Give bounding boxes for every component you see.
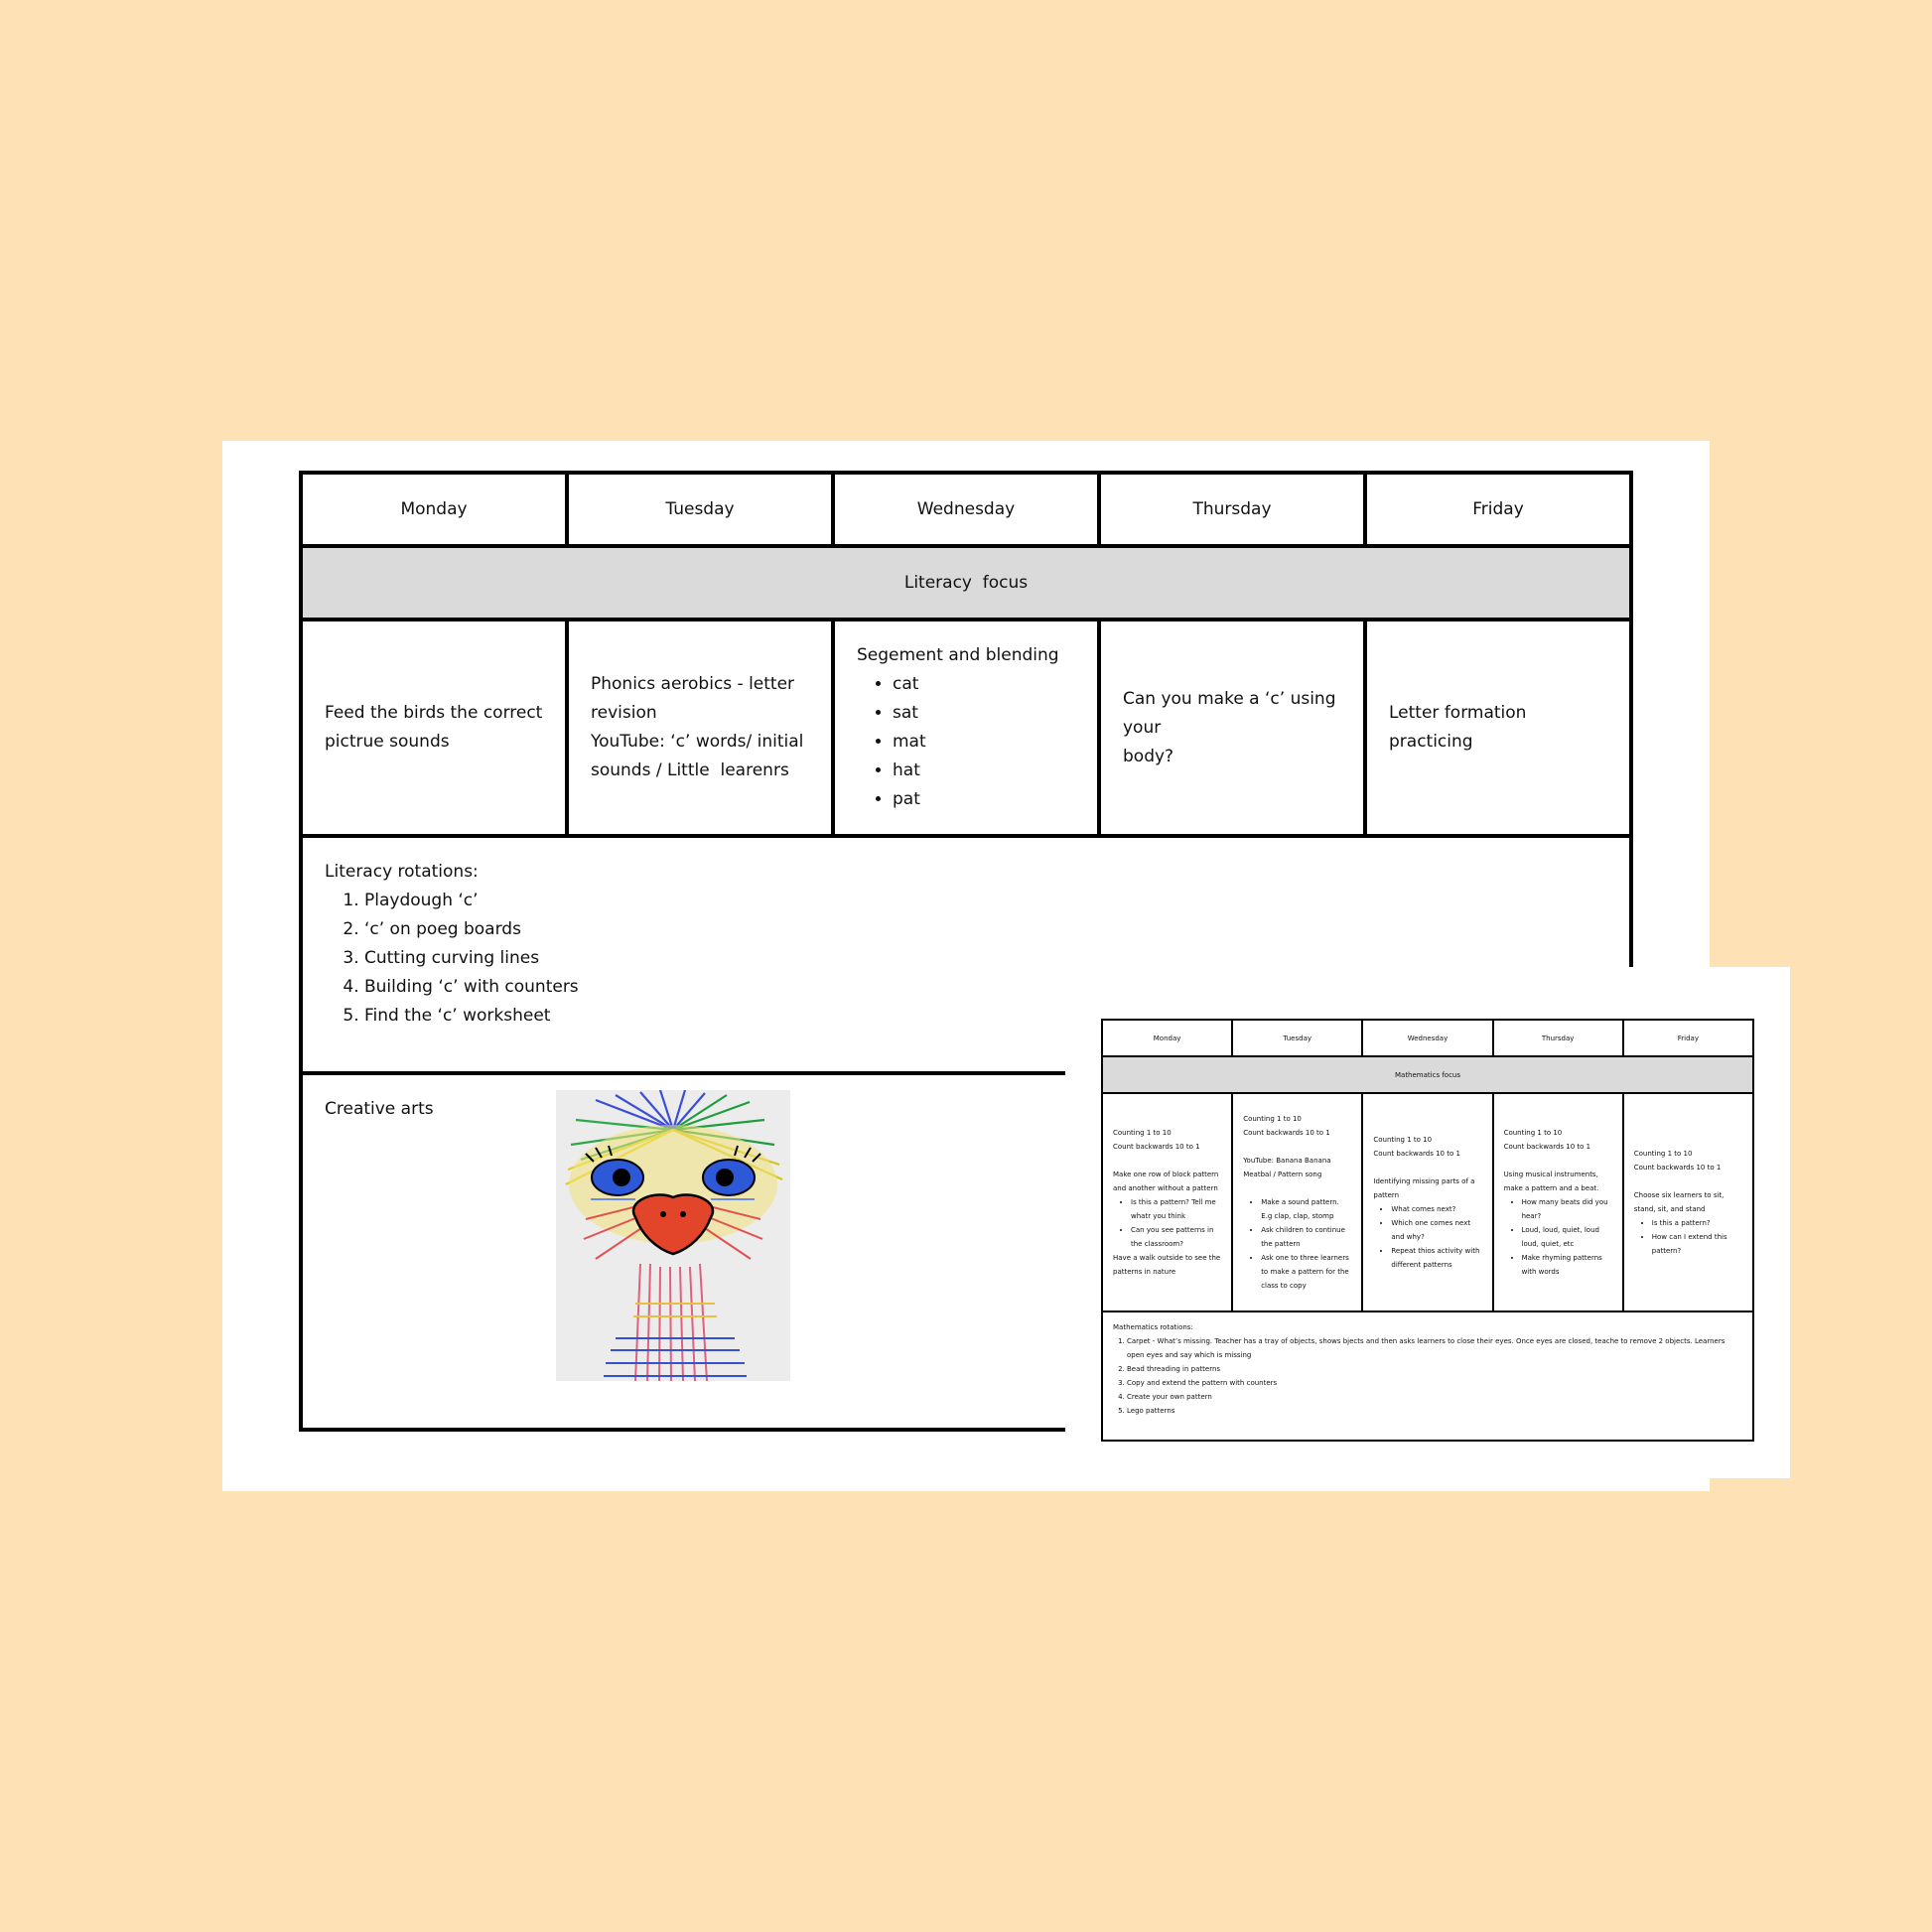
tuesday-line: YouTube: ‘c’ words/ initial xyxy=(591,732,804,752)
mathematics-sheet xyxy=(1065,967,1790,1478)
list-item: 3. Copy and extend the pattern with counters xyxy=(1127,1376,1742,1390)
mathematics-focus-title: Mathematics focus xyxy=(1102,1056,1753,1093)
list-item: • mat xyxy=(893,728,1075,757)
list-item: 2. ‘c’ on poeg boards xyxy=(364,915,1607,944)
monday-line: pictrue sounds xyxy=(325,732,450,752)
wednesday-activity xyxy=(833,620,1099,836)
day-wednesday: Wednesday xyxy=(1362,1020,1492,1056)
line: Counting 1 to 10 xyxy=(1503,1129,1563,1137)
rotations-title: Mathematics rotations: xyxy=(1113,1323,1193,1331)
line: Identifying missing parts of a pattern xyxy=(1373,1177,1475,1199)
bullet-list xyxy=(1243,1195,1351,1293)
monday-line: Feed the birds the correct xyxy=(325,703,543,723)
list-item: • Is this a pattern? xyxy=(1652,1216,1742,1230)
line: Count backwards 10 to 1 xyxy=(1243,1129,1330,1137)
list-item: 5. Find the ‘c’ worksheet xyxy=(364,1002,1607,1031)
friday-activity xyxy=(1623,1093,1753,1311)
activity-row xyxy=(1102,1093,1753,1311)
line: Count backwards 10 to 1 xyxy=(1633,1164,1722,1172)
tuesday-activity xyxy=(567,620,833,836)
rotations-title: Literacy rotations: xyxy=(325,862,479,882)
thursday-line: Can you make a ‘c’ using your xyxy=(1123,688,1336,738)
list-item: • Make a sound pattern. E.g clap, clap, stomp xyxy=(1261,1195,1351,1223)
day-monday: Monday xyxy=(1102,1020,1232,1056)
line: Choose six learners to sit, stand, sit, and stand xyxy=(1633,1191,1725,1213)
activity-row xyxy=(301,620,1631,836)
thursday-activity xyxy=(1493,1093,1623,1311)
list-item: • Repeat thios activity with different patterns xyxy=(1391,1244,1481,1272)
rotations-row xyxy=(1102,1311,1753,1441)
day-thursday: Thursday xyxy=(1493,1020,1623,1056)
list-item: 4. Building ‘c’ with counters xyxy=(364,973,1607,1002)
list-item: • Ask children to continue the pattern xyxy=(1261,1223,1351,1251)
list-item: 3. Cutting curving lines xyxy=(364,944,1607,973)
focus-row xyxy=(1102,1056,1753,1093)
line: Count backwards 10 to 1 xyxy=(1503,1143,1591,1151)
list-item: • Loud, loud, quiet, loud loud, quiet, etc xyxy=(1522,1223,1612,1251)
wednesday-activity xyxy=(1362,1093,1492,1311)
thursday-line: body? xyxy=(1123,746,1174,766)
tuesday-line: revision xyxy=(591,703,657,723)
list-item: • pat xyxy=(893,785,1075,814)
list-item: • How many beats did you hear? xyxy=(1522,1195,1612,1223)
bullet-list xyxy=(1634,1216,1742,1258)
day-friday: Friday xyxy=(1365,473,1631,546)
list-item: • Is this a pattern? Tell me whatr you think xyxy=(1131,1195,1221,1223)
line: Count backwards 10 to 1 xyxy=(1373,1150,1460,1158)
day-tuesday: Tuesday xyxy=(567,473,833,546)
mathematics-table xyxy=(1101,1019,1754,1442)
list-item: • Can you see patterns in the classroom? xyxy=(1131,1223,1221,1251)
line: Counting 1 to 10 xyxy=(1633,1150,1693,1158)
list-item: 5. Lego patterns xyxy=(1127,1404,1742,1418)
line: Counting 1 to 10 xyxy=(1373,1136,1433,1144)
word-list xyxy=(857,670,1075,814)
list-item: • hat xyxy=(893,757,1075,785)
list-item: 4. Create your own pattern xyxy=(1127,1390,1742,1404)
line: Counting 1 to 10 xyxy=(1243,1115,1302,1123)
monday-activity xyxy=(1102,1093,1232,1311)
list-item: 1. Playdough ‘c’ xyxy=(364,887,1607,915)
line: Have a walk outside to see the patterns in nature xyxy=(1113,1254,1221,1276)
line: Make one row of block pattern and another without a pattern xyxy=(1113,1171,1219,1192)
rotations-list xyxy=(1113,1334,1742,1418)
list-item: • Ask one to three learners to make a pattern for the class to copy xyxy=(1261,1251,1351,1293)
bullet-list xyxy=(1113,1195,1221,1251)
list-item: • Make rhyming patterns with words xyxy=(1522,1251,1612,1279)
list-item: • Which one comes next and why? xyxy=(1391,1216,1481,1244)
line: YouTube: Banana Banana Meatbal / Pattern song xyxy=(1243,1157,1331,1178)
thursday-activity xyxy=(1099,620,1365,836)
list-item: • How can I extend this pattern? xyxy=(1652,1230,1742,1258)
creative-arts-label: Creative arts xyxy=(325,1099,434,1119)
list-item: 2. Bead threading in patterns xyxy=(1127,1362,1742,1376)
bullet-list xyxy=(1373,1202,1481,1272)
day-tuesday: Tuesday xyxy=(1232,1020,1362,1056)
line: Count backwards 10 to 1 xyxy=(1113,1143,1200,1151)
monday-activity xyxy=(301,620,567,836)
day-header-row xyxy=(1102,1020,1753,1056)
line: Using musical instruments, make a pattern and a beat. xyxy=(1503,1171,1599,1192)
list-item: • cat xyxy=(893,670,1075,699)
list-item: • sat xyxy=(893,699,1075,728)
ostrich-drawing xyxy=(556,1090,790,1381)
day-wednesday: Wednesday xyxy=(833,473,1099,546)
mathematics-rotations xyxy=(1102,1311,1753,1441)
list-item: 1. Carpet - What’s missing. Teacher has a tray of objects, shows bjects and then asks learners to close their eyes. Once eyes are closed, teache to remove 2 objects. Learners open eyes and say which is missing xyxy=(1127,1334,1742,1362)
bullet-list xyxy=(1504,1195,1612,1279)
tuesday-line: Phonics aerobics - letter xyxy=(591,674,795,694)
list-item: • What comes next? xyxy=(1391,1202,1481,1216)
friday-activity: Letter formation practicing xyxy=(1365,620,1631,836)
day-thursday: Thursday xyxy=(1099,473,1365,546)
tuesday-line: sounds / Little learenrs xyxy=(591,760,789,780)
day-monday: Monday xyxy=(301,473,567,546)
line: Counting 1 to 10 xyxy=(1113,1129,1172,1137)
day-header-row xyxy=(301,473,1631,546)
tuesday-activity xyxy=(1232,1093,1362,1311)
focus-row xyxy=(301,546,1631,620)
day-friday: Friday xyxy=(1623,1020,1753,1056)
wednesday-title: Segement and blending xyxy=(857,645,1059,665)
literacy-focus-title: Literacy focus xyxy=(301,546,1631,620)
